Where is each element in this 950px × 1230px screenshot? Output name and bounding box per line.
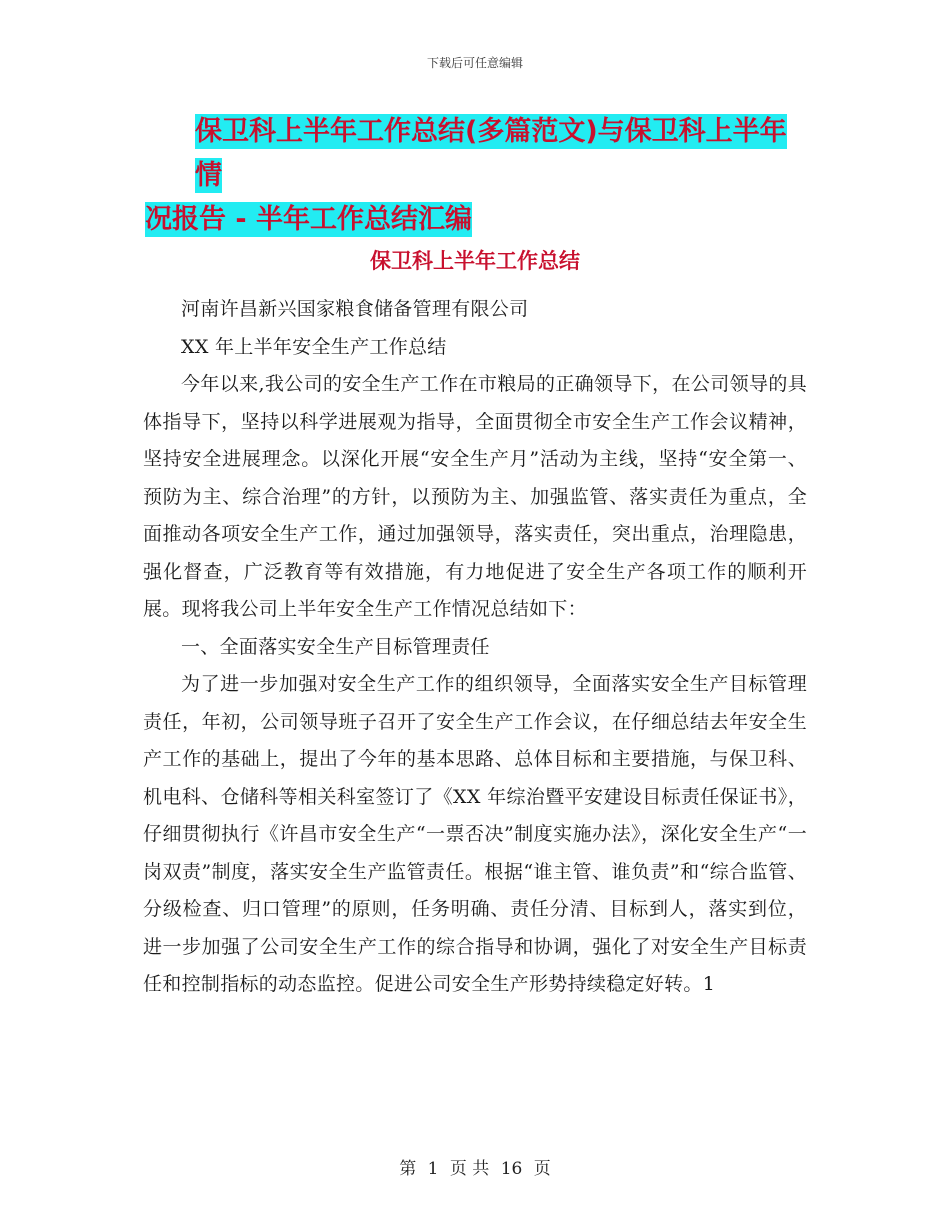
paragraph-company: 河南许昌新兴国家粮食储备管理有限公司: [181, 298, 529, 320]
paragraph-intro: 今年以来,我公司的安全生产工作在市粮局的正确领导下，在公司领导的具体指导下，坚持以科学进展观为指导，全面贯彻全市安全生产工作会议精神，坚持安全进展理念。以深化开展“安全生产月”活动为主线，坚持“安全第一、预防为主、综合治理”的方针，以预防为主、加强监管、落实责任为重点，全面推动各项安全生产工作，通过加强领导，落实责任，突出重点，治理隐患，强化督查，广泛教育等有效措施，有力地促进了安全生产各项工作的顺利开展。现将我公司上半年安全生产工作情况总结如下：: [143, 373, 807, 620]
paragraph-heading-1: 一、全面落实安全生产目标管理责任: [181, 635, 490, 658]
footer-suffix: 页: [533, 1159, 551, 1179]
paragraph-subtitle: XX 年上半年安全生产工作总结: [181, 335, 447, 358]
footer-page-number: 1: [427, 1159, 439, 1179]
document-body: [143, 291, 807, 1004]
title-line-1: 保卫科上半年工作总结(多篇范文)与保卫科上半年情: [195, 116, 787, 191]
header-note: 下载后可任意编辑: [426, 56, 523, 70]
footer-prefix: 第: [399, 1159, 417, 1179]
document-title: [145, 110, 810, 242]
title-line-2: 况报告 - 半年工作总结汇编: [145, 204, 473, 235]
paragraph-section-1: 为了进一步加强对安全生产工作的组织领导，全面落实安全生产目标管理责任，年初，公司领导班子召开了安全生产工作会议，在仔细总结去年安全生产工作的基础上，提出了今年的基本思路、总体目标和主要措施，与保卫科、机电科、仓储科等相关科室签订了《XX 年综治暨平安建设目标责任保证书》，仔细贯彻执行《许昌市安全生产“一票否决”制度实施办法》，深化安全生产“一岗双责”制度，落实安全生产监管责任。根据“谁主管、谁负责”和“综合监管、分级检查、归口管理”的原则，任务明确、责任分清、目标到人，落实到位，进一步加强了公司安全生产工作的综合指导和协调，强化了对安全生产目标责任和控制指标的动态监控。促进公司安全生产形势持续稳定好转。1: [143, 673, 807, 995]
footer-total-pages: 16: [500, 1159, 523, 1179]
page-footer: [0, 1154, 950, 1179]
footer-middle: 页 共: [449, 1159, 490, 1179]
section-title: 保卫科上半年工作总结: [370, 249, 580, 273]
